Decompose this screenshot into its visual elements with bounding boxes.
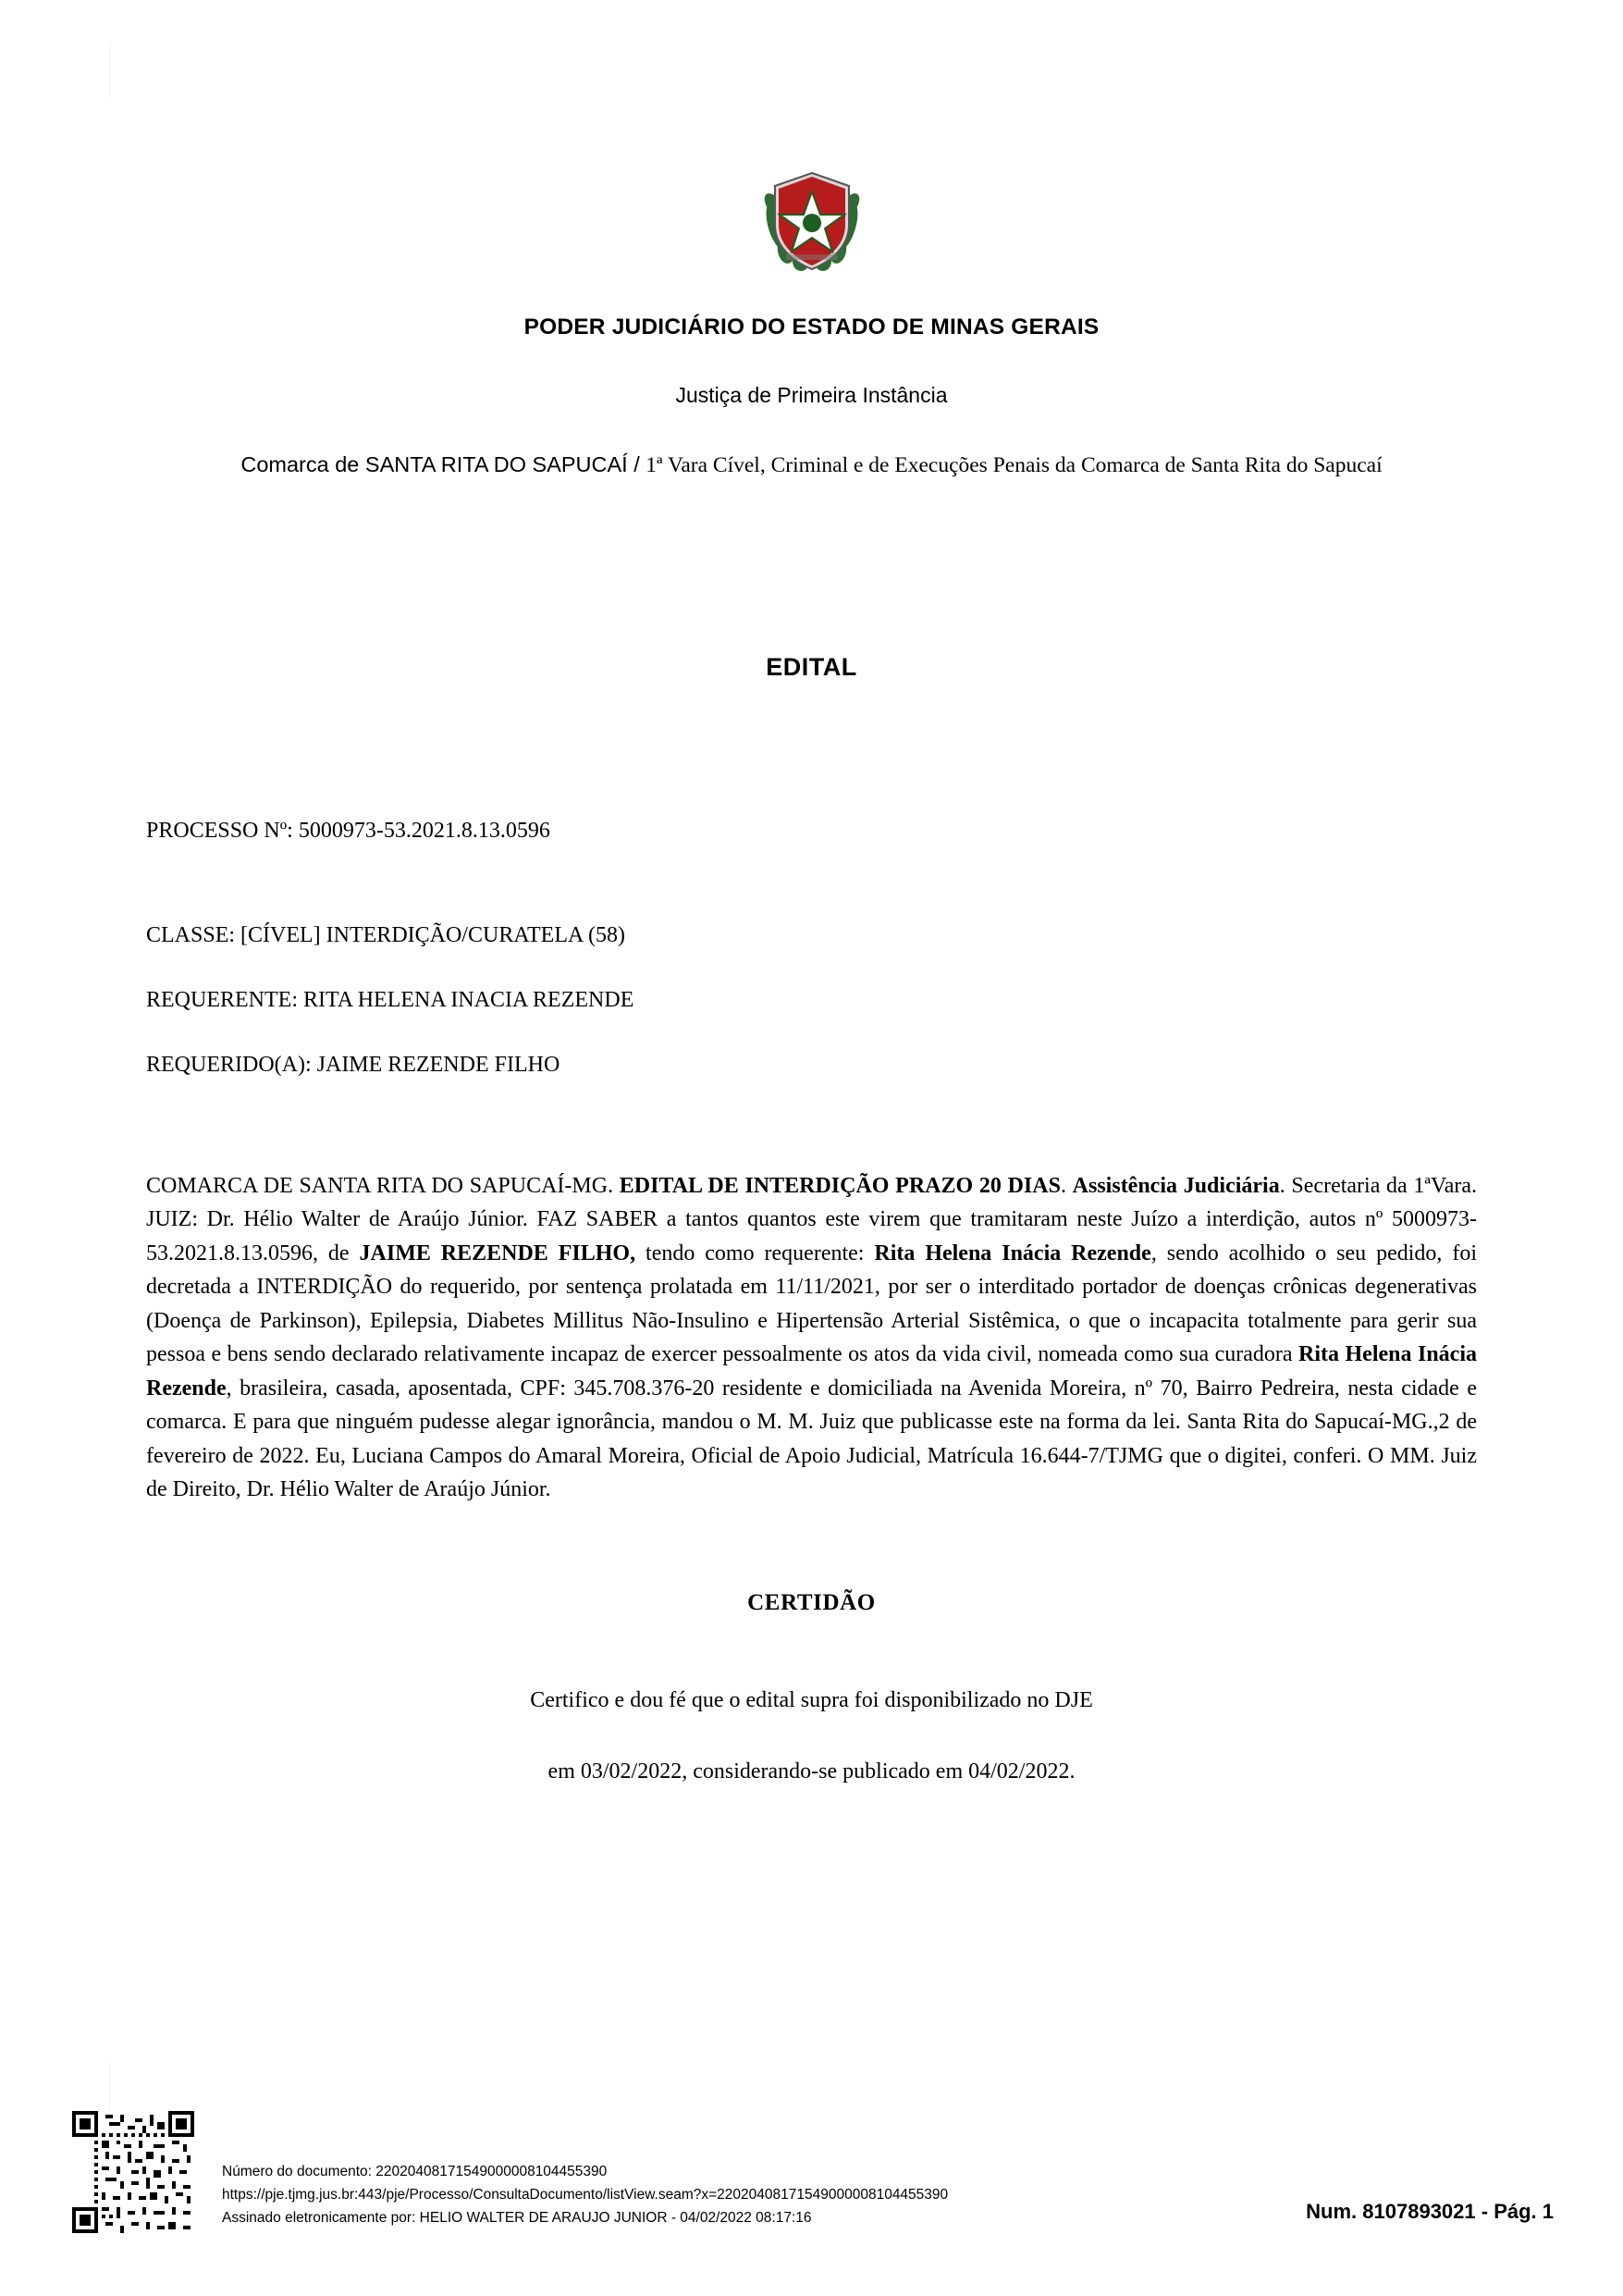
comarca-line xyxy=(0,449,1623,482)
organization-title: PODER JUDICIÁRIO DO ESTADO DE MINAS GERAIS xyxy=(523,315,1100,339)
process-number: PROCESSO Nº: 5000973-53.2021.8.13.0596 xyxy=(146,819,550,844)
certidao-line-1: Certifico e dou fé que o edital supra foi disponibilizado no DJE xyxy=(530,1687,1093,1712)
body-seg-9: , sendo acolhido o seu pedido, foi decretada a INTERDIÇÃO do requerido, por sentença prolatada em 11/11/2021, por ser o interditado portador de doenças crônicas degenerativas (Doença de Parkinson), Epilepsia, Diabetes Millitus Não-Insulino e Hipertensão Arterial Sistêmica, o que o incapacita totalmente para gerir sua pessoa e bens sendo declarado relativamente incapaz de exercer pessoalmente os atos da vida civil, nomeada como sua curadora xyxy=(146,1241,1478,1367)
comarca-prefix: Comarca de SANTA RITA DO SAPUCAÍ / xyxy=(240,452,646,476)
body-seg-5: . Secretaria da 1ªVara. JUIZ: Dr. Hélio Walter de Araújo Júnior. FAZ SABER a tantos quantos este virem que tramitaram neste Juízo a interdição, autos nº 5000973-53.2021.8.13.0596, de xyxy=(146,1173,1478,1265)
footer-document-number: Número do documento: 22020408171549000008104455390 xyxy=(222,2163,608,2179)
body-seg-2-bold: EDITAL DE INTERDIÇÃO PRAZO 20 DIAS xyxy=(619,1173,1061,1198)
page-footer xyxy=(0,2120,1623,2259)
scan-artifact xyxy=(109,2063,111,2118)
qr-code-icon xyxy=(72,2111,194,2233)
instance-subtitle: Justiça de Primeira Instância xyxy=(675,383,948,407)
process-class: CLASSE: [CÍVEL] INTERDIÇÃO/CURATELA (58) xyxy=(146,922,625,947)
footer-signature: Assinado eletronicamente por: HELIO WALTER DE ARAUJO JUNIOR - 04/02/2022 08:17:16 xyxy=(222,2209,812,2226)
scan-artifact xyxy=(109,43,111,98)
body-seg-4-bold: Assistência Judiciária xyxy=(1072,1173,1280,1198)
edital-body-paragraph xyxy=(0,1169,1623,1507)
coat-of-arms-container xyxy=(0,0,1623,285)
certidao-line-2: em 03/02/2022, considerando-se publicado em 04/02/2022. xyxy=(547,1759,1076,1784)
footer-metadata xyxy=(222,2160,948,2229)
coat-of-arms-icon xyxy=(753,162,871,280)
body-seg-11: , brasileira, casada, aposentada, CPF: 345.708.376-20 residente e domiciliada na Avenida Moreira, nº 70, Bairro Pedreira, nesta cidade e comarca. E para que ninguém pudesse alegar ignorância, mandou o M. M. Juiz que publicasse este na forma da lei. Santa Rita do Sapucaí-MG.,2 de fevereiro de 2022. Eu, Luciana Campos do Amaral Moreira, Oficial de Apoio Judicial, Matrícula 16.644-7/TJMG que o digitei, conferi. O MM. Juiz de Direito, Dr. Hélio Walter de Araújo Júnior. xyxy=(146,1376,1477,1502)
body-seg-1: COMARCA DE SANTA RITA DO SAPUCAÍ-MG. xyxy=(146,1173,620,1198)
footer-page-number: Num. 8107893021 - Pág. 1 xyxy=(1306,2200,1554,2223)
process-requerente: REQUERENTE: RITA HELENA INACIA REZENDE xyxy=(146,988,634,1013)
comarca-rest: 1ª Vara Cível, Criminal e de Execuções Penais da Comarca de Santa Rita do Sapucaí xyxy=(646,453,1383,477)
process-requerido: REQUERIDO(A): JAIME REZENDE FILHO xyxy=(146,1053,560,1078)
document-title: EDITAL xyxy=(766,653,857,682)
body-seg-7: tendo como requerente: xyxy=(635,1241,875,1265)
footer-url[interactable]: https://pje.tjmg.jus.br:443/pje/Processo/ConsultaDocumento/listView.seam?x=22020408171549000008104455390 xyxy=(222,2186,949,2203)
body-seg-8-bold: Rita Helena Inácia Rezende xyxy=(874,1241,1151,1265)
process-metadata xyxy=(0,816,1623,1080)
body-seg-3: . xyxy=(1060,1173,1073,1198)
certidao-title: CERTIDÃO xyxy=(747,1589,876,1615)
body-seg-10-bold: Rita Helena Inácia Rezende xyxy=(146,1342,1477,1401)
body-seg-6-bold: JAIME REZENDE FILHO, xyxy=(359,1241,636,1265)
